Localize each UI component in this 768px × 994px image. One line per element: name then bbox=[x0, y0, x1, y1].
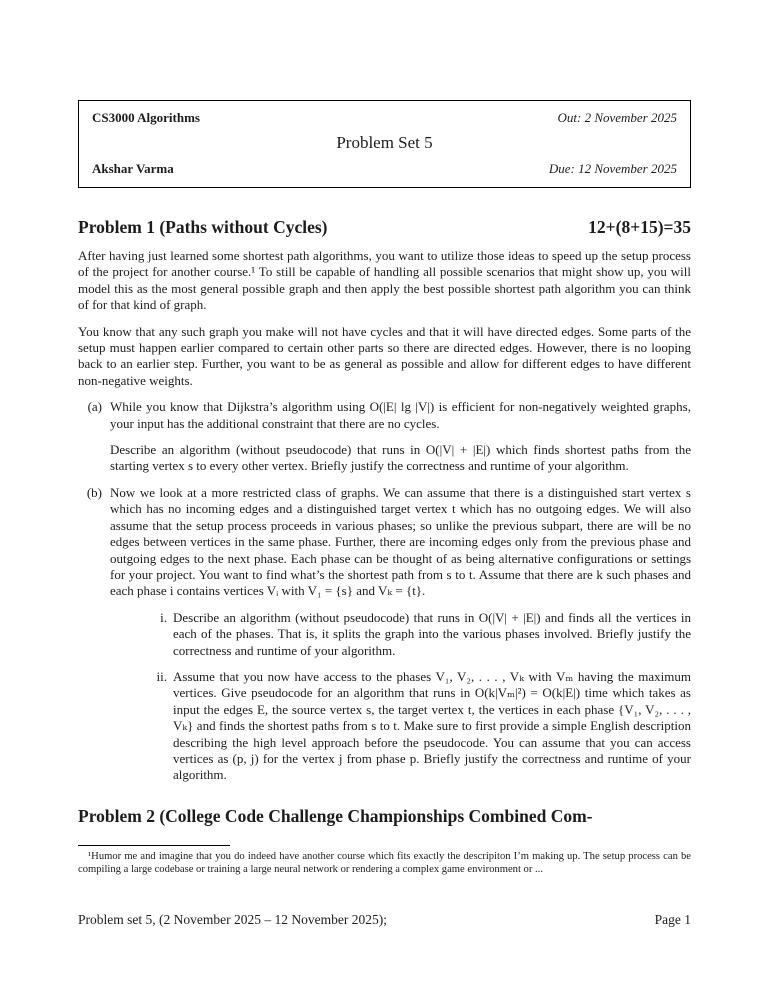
due-date: Due: 12 November 2025 bbox=[548, 161, 677, 176]
item-a-body bbox=[110, 399, 691, 475]
item-b-paragraph: Now we look at a more restricted class of graphs. We can assume that there is a distinguished start vertex s which has no incoming edges and a distinguished target vertex t which has no outgoing edges. We will also assume that the setup process proceeds in various phases; so unlike the previous subpart, there are will be no edges between vertices in the same phase. Further, there are incoming edges only from the previous phase and outgoing edges to the next phase. Each phase can be thought of as being alternative configurations or settings for your project. You want to find what’s the shortest path from s to t. Assume that there are k such phases and each phase i contains vertices Vᵢ with V₁ = {s} and Vₖ = {t}. bbox=[110, 484, 691, 599]
page-content bbox=[78, 100, 691, 876]
problem2-title: Problem 2 (College Code Challenge Championships Combined Com- bbox=[78, 805, 593, 826]
list-item-a bbox=[78, 399, 691, 475]
item-a-paragraph-2: Describe an algorithm (without pseudocode) that runs in O(|V| + |E|) which finds shortest paths from the starting vertex s to every other vertex. Briefly justify the correctness and runtime of your algorithm. bbox=[110, 442, 691, 474]
list-item-b bbox=[78, 485, 691, 784]
problem1-intro-paragraph-2: You know that any such graph you make will not have cycles and that it will have directed edges. Some parts of the setup must happen earlier compared to certain other parts so there are directed edges. However, there is no looping back to an earlier step. Further, you want to be as general as possible and allow for different edges to have different non-negative weights. bbox=[78, 323, 691, 388]
header-row-bottom bbox=[92, 161, 677, 177]
out-date: Out: 2 November 2025 bbox=[557, 110, 677, 125]
problem-set-title: Problem Set 5 bbox=[336, 133, 433, 152]
footer-left: Problem set 5, (2 November 2025 – 12 November 2025); bbox=[78, 912, 387, 927]
footnote-text: ¹Humor me and imagine that you do indeed have another course which fits exactly the descripiton I’m making up. The setup process can be compiling a large codebase or training a large neural network or rendering a complex game environment or ... bbox=[78, 850, 691, 875]
problem2-heading bbox=[78, 806, 691, 827]
header-row-top bbox=[92, 110, 677, 126]
footnote-rule bbox=[78, 845, 230, 846]
sub-item-ii-paragraph: Assume that you now have access to the phases V₁, V₂, . . . , Vₖ with Vₘ having the maximum vertices. Give pseudocode for an algorithm that runs in O(k|Vₘ|²) = O(k|E|) time which takes as input the edges E, the source vertex s, the target vertex t, the vertices in each phase {V₁, V₂, . . . , Vₖ} and finds the shortest paths from s to t. Make sure to first provide a simple English description describing the high level approach before the pseudocode. You can assume that you can access vertices as (p, j) for the vertex j from phase p. Briefly justify the correctness and runtime of your algorithm. bbox=[173, 668, 691, 783]
sub-item-i bbox=[155, 610, 691, 659]
sub-item-i-paragraph: Describe an algorithm (without pseudocode) that runs in O(|V| + |E|) and finds all the vertices in each of the phases. That is, it splits the graph into the various phases involved. Briefly justify the correctness and runtime of your algorithm. bbox=[173, 609, 691, 658]
item-a-marker: (a) bbox=[87, 399, 102, 415]
problem1-title: Problem 1 (Paths without Cycles) bbox=[78, 217, 328, 237]
header-box bbox=[78, 100, 691, 188]
problem1-points: 12+(8+15)=35 bbox=[588, 217, 691, 237]
sub-item-i-marker: i. bbox=[160, 609, 167, 625]
sub-item-ii bbox=[155, 669, 691, 784]
item-b-marker: (b) bbox=[86, 484, 102, 500]
page-footer bbox=[78, 912, 691, 928]
item-a-paragraph-1: While you know that Dijkstra’s algorithm using O(|E| lg |V|) is efficient for non-negatively weighted graphs, your input has the additional constraint that there are no cycles. bbox=[110, 399, 691, 431]
footer-page-number: Page 1 bbox=[654, 912, 691, 927]
problem1-intro-paragraph-1: After having just learned some shortest path algorithms, you want to utilize those ideas to speed up the setup process of the project for another course.¹ To still be capable of handling all possible scenarios that might show up, you will model this as the most general possible graph and then apply the best possible shortest path algorithm you can think of for that kind of graph. bbox=[78, 248, 691, 313]
item-b-body bbox=[110, 485, 691, 784]
problem1-heading bbox=[78, 217, 691, 238]
author-name: Akshar Varma bbox=[92, 161, 174, 176]
sub-item-ii-marker: ii. bbox=[156, 668, 167, 684]
course-name: CS3000 Algorithms bbox=[92, 110, 200, 125]
